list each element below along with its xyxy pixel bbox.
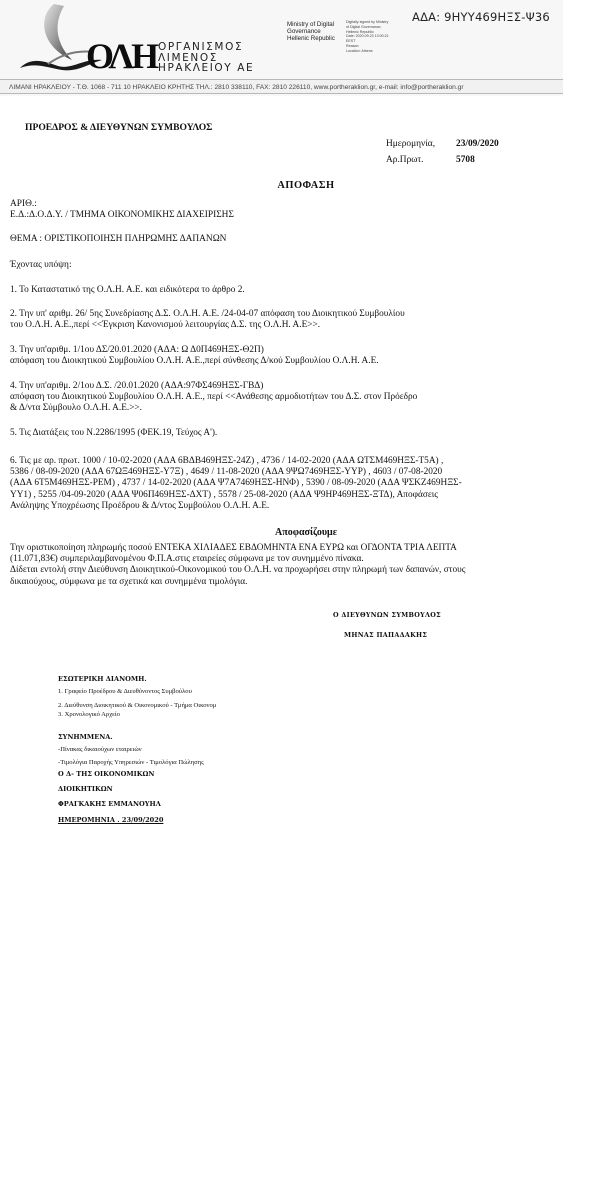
decision-line: δικαιούχους, σύμφωνα με τα σχετικά και συνημμένα τιμολόγια. [10,576,248,587]
signature-line: EEST [346,39,356,44]
signatory-name: ΜΗΝΑΣ ΠΑΠΑΔΑΚΗΣ [344,631,428,639]
ministry-line: Hellenic Republic [287,35,335,42]
item-line: 4. Την υπ'αριθμ. 2/1ου Δ.Σ. /20.01.2020 (ΑΔΑ:97ΦΣ469ΗΞΣ-ΓΒΔ) [10,381,264,391]
logo-wordmark: ΟΛΗ [86,36,157,76]
considering-heading: Έχοντας υπόψη: [10,260,72,270]
signature-line: of Digital Governance, [346,24,382,29]
item-line: (ΑΔΑ 6Τ5Μ469ΗΞΣ-ΡΕΜ) , 4737 / 14-02-2020 (ΑΔΑ Ψ7Α7469ΗΞΣ-ΗΝΦ) , 5390 / 08-09-2020 (ΑΔΑ ΨΣΚΖ469ΗΞΣ- [10,478,462,489]
ministry-stamp [287,21,335,42]
attachments-title: ΣΥΝΗΜΜΕΝΑ. [58,733,113,741]
distribution-item: 2. Διεύθυνση Διοικητικού & Οικονομικού - Τμήμα Οικονομ [58,702,217,709]
consideration-item-2 [10,309,570,331]
digital-signature-block [346,20,391,54]
protocol-label: Αρ.Πρωτ. [386,155,424,165]
signature-line: Location: Athens [346,48,373,53]
footer-date: ΗΜΕΡΟΜΗΝΙΑ . 23/09/2020 [58,816,164,824]
item-line: ΥΥ1) , 5255 /04-09-2020 (ΑΔΑ Ψ06Π469ΗΞΣ-ΔΧΤ) , 5578 / 25-08-2020 (ΑΔΑ Ψ9ΗΡ469ΗΞΣ-ΞΤΔ), Αποφάσεις [10,489,438,500]
ada-code: ΑΔΑ: 9ΗΥΥ469ΗΞΣ-Ψ36 [412,10,550,24]
item-line: του Ο.Λ.Η. Α.Ε.,περί <<Έγκριση Κανονισμού λειτουργίας Δ.Σ. της Ο.Λ.Η. Α.Ε>>. [10,320,321,331]
ministry-line: Governance [287,28,321,35]
item-line: 2. Την υπ' αριθμ. 26/ 5ης Συνεδρίασης Δ.Σ. Ο.Λ.Η. Α.Ε. /24-04-07 απόφαση του Διοικητικού Συμβουλίου [10,309,405,319]
org-name-line: ΗΡΑΚΛΕΙΟΥ ΑΕ [158,62,255,74]
signature-line: Reason: [346,43,360,48]
item-line: απόφαση του Διοικητικού Συμβουλίου Ο.Λ.Η. Α.Ε., περί <<Ανάθεσης αρμοδιοτήτων του Δ.Σ. στον Πρόεδρο [10,392,418,403]
signature-line: Digitally signed by Ministry [346,20,389,24]
decision-line: Δίδεται εντολή στην Διεύθυνση Διοικητικού-Οικονομικού του Ο.Λ.Η. να προχωρήσει στην πληρωμή των δαπανών, στους [10,565,466,576]
org-name-line: ΟΡΓΑΝΙΣΜΟΣ [158,41,244,53]
item-line: Ανάληψης Υποχρέωσης Προέδρου & Δ/ντος Συμβούλου Ο.Λ.Η. Α.Ε. [10,500,270,511]
item-line: απόφαση του Διοικητικού Συμβουλίου Ο.Λ.Η. Α.Ε.,περί σύνθεσης Δ/κού Συμβουλίου Ο.Λ.Η. Α.Ε. [10,356,379,367]
issuer-title: ΠΡΟΕΔΡΟΣ & ΔΙΕΥΘΥΝΩΝ ΣΥΜΒΟΥΛΟΣ [25,122,213,133]
footer-line: ΦΡΑΓΚΑΚΗΣ ΕΜΜΑΝΟΥΗΛ [58,800,161,808]
department: Ε.Δ.:Δ.Ο.Δ.Υ. / ΤΜΗΜΑ ΟΙΚΟΝΟΜΙΚΗΣ ΔΙΑΧΕΙΡΙΣΗΣ [10,210,234,220]
item-line: 1. Το Καταστατικό της Ο.Λ.Η. Α.Ε. και ειδικότερα το άρθρο 2. [10,285,245,295]
signature-line: Hellenic Republic [346,29,374,34]
date-label: Ημερομηνία, [386,139,436,149]
footer-line: Ο Δ- ΤΗΣ ΟΙΚΟΝΟΜΙΚΩΝ [58,770,155,778]
item-line: 6. Τις με αρ. πρωτ. 1000 / 10-02-2020 (ΑΔΑ 6ΒΔΒ469ΗΞΣ-24Ζ) , 4736 / 14-02-2020 (ΑΔΑ ΩΤΣΜ469ΗΞΣ-Τ5Α) , [10,456,444,466]
consideration-item-1 [10,285,570,296]
ministry-line: Ministry of Digital [287,21,335,28]
org-name-line: ΛΙΜΕΝΟΣ [158,51,218,64]
attachment-item: -Τιμολόγια Παροχής Υπηρεσιών - Τιμολόγια Πώλησης [58,759,204,766]
signatory-role: Ο ΔΙΕΥΘΥΝΩΝ ΣΥΜΒΟΥΛΟΣ [333,611,441,619]
consideration-item-4 [10,381,570,415]
decision-line: (11.071,83€) συμπεριλαμβανομένου Φ.Π.Α.στις εταιρείες σύμφωνα με τον συνημμένο πίνακα. [10,554,364,565]
consideration-item-6 [10,456,570,512]
decision-line: Την οριστικοποίηση πληρωμής ποσού ΕΝΤΕΚΑ ΧΙΛΙΑΔΕΣ ΕΒΔΟΜΗΝΤΑ ΕΝΑ ΕΥΡΩ και ΟΓΔΟΝΤΑ ΤΡΙΑ ΛΕΠΤΑ [10,543,457,553]
distribution-item: 3. Χρονολογικό Αρχείο [58,711,120,718]
footer-line: ΔΙΟΙΚΗΤΙΚΩΝ [58,785,113,793]
date-value: 23/09/2020 [456,139,499,149]
consideration-item-5 [10,428,570,439]
organization-name [158,42,254,74]
item-line: 5. Τις Διατάξεις του Ν.2286/1995 (ΦΕΚ.19, Τεύχος Α'). [10,428,218,438]
item-line: 5386 / 08-09-2020 (ΑΔΑ 67ΩΞ469ΗΞΣ-Υ7Ξ) , 4649 / 11-08-2020 (ΑΔΑ 9ΨΩ7469ΗΞΣ-ΥΥΡ) , 4603 / 07-08-2020 [10,467,443,478]
consideration-item-3 [10,345,570,367]
item-line: 3. Την υπ'αριθμ. 1/1ου ΔΣ/20.01.2020 (ΑΔΑ: Ω Δ0Π469ΗΞΣ-Θ2Π) [10,345,264,355]
decision-heading: Αποφασίζουμε [275,527,337,538]
attachment-item: -Πίνακας δικαιούχων εταιρειών [58,746,142,753]
protocol-number: 5708 [456,155,475,165]
item-line: & Δ/ντα Σύμβουλο Ο.Λ.Η. Α.Ε.>>. [10,403,143,414]
contact-bar: ΛΙΜΑΝΙ ΗΡΑΚΛΕΙΟΥ - Τ.Θ. 1068 - 711 10 ΗΡΑΚΛΕΙΟ ΚΡΗΤΗΣ ΤΗΛ.: 2810 338110, FAX: 2810 226110, www.portheraklion.gr, e-mail: info@portheraklion.gr [0,79,563,94]
reference-number-label: ΑΡΙΘ.: [10,199,37,209]
document-title: ΑΠΟΦΑΣΗ [277,180,335,191]
distribution-item: 1. Γραφείο Προέδρου & Διευθύνοντος Συμβούλου [58,688,192,695]
signature-line: Date: 2020.09.23 13:00:21 [346,34,389,39]
decision-text [10,543,570,588]
subject: ΘΕΜΑ : ΟΡΙΣΤΙΚΟΠΟΙΗΣΗ ΠΛΗΡΩΜΗΣ ΔΑΠΑΝΩΝ [10,234,227,244]
internal-distribution-title: ΕΣΩΤΕΡΙΚΗ ΔΙΑΝΟΜΗ. [58,675,147,683]
